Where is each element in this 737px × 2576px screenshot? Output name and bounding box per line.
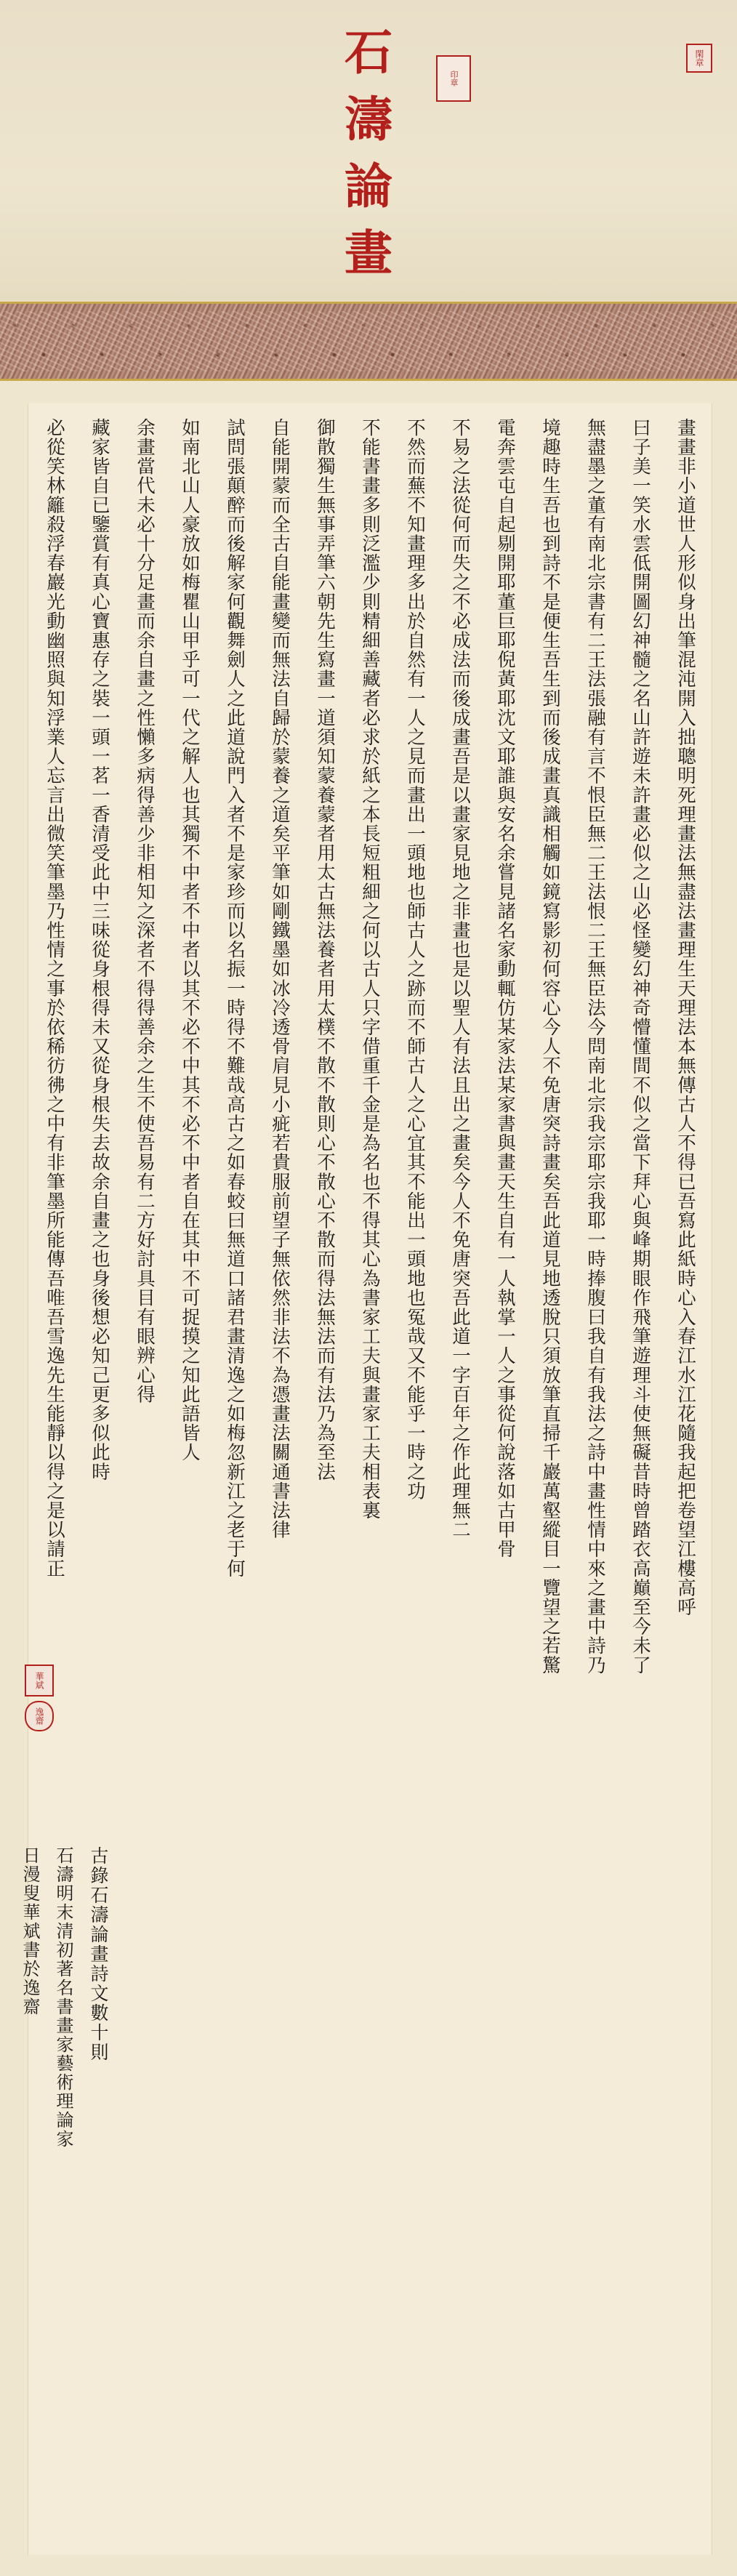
text-column: 余畫當代未必十分足畫而余自畫之性懶多病得善少非相知之深者不得得善余之生不使吾易有二方好討具目有眼辨心得 bbox=[134, 418, 156, 1404]
title-char: 濤 bbox=[345, 91, 392, 148]
text-column: 不然而蕪不知畫理多出於自然有一人之見而畫出一頭地也師古人之跡而不師古人之心宜其不能出一頭地也冤哉又不能乎一時之功 bbox=[404, 418, 426, 1501]
text-column: 自能開蒙而全古自能畫變而無法自歸於蒙養之道矣平筆如剛鐵墨如冰冷透骨肩見小疵若貴服前望子無依然非法不為憑畫法關通書法律 bbox=[269, 418, 291, 1539]
artist-name-seal-text: 華斌 bbox=[34, 1672, 44, 1689]
text-column: 藏家皆自已鑒賞有真心寶惠存之裝一頭一茗一香清受此中三味從身根得未又從身根失去故余自畫之也身後想必知己更多似此時 bbox=[89, 418, 110, 1481]
artist-studio-seal-text: 逸齋 bbox=[34, 1707, 44, 1725]
corner-seal-stamp bbox=[686, 44, 712, 73]
text-column: 不能書畫多則泛濫少則精細善藏者必求於紙之本長短粗細之何以古人只字借重千金是為名也不得其心為書家工夫與畫家工夫相表裏 bbox=[359, 418, 381, 1521]
title-char: 畫 bbox=[345, 225, 392, 281]
brocade-band bbox=[0, 302, 737, 381]
title-char: 石 bbox=[345, 24, 392, 81]
text-column: 不易之法從何而失之不必成法而後成畫吾是以畫家見地之非畫也是以聖人有法且出之畫矣今人不免唐突吾此道一字百年之作此理無二 bbox=[449, 418, 471, 1539]
text-column: 必從笑林籬殺浮春巖光動幽照與知浮業人忘言出微笑筆墨乃性情之事於依稀彷彿之中有非筆墨所能傳吾唯吾雪逸先生能靜以得之是以請正 bbox=[44, 418, 65, 1578]
colophon-signature: 日漫叟華斌書於逸齋 bbox=[20, 1846, 40, 2016]
title-panel bbox=[0, 0, 737, 302]
text-column: 御散獨生無事弄筆六朝先生寫畫一道須知蒙養蒙者用太古無法養者用太樸不散不散則心不散心不散而得法無法而有法乃為至法 bbox=[314, 418, 336, 1481]
text-column: 境趣時生吾也到詩不是便生吾生到而後成畫真識相觸如鏡寫影初何容心今人不免唐突詩畫矣吾此道見地透脫只須放筆直掃千巖萬壑縱目一覽望之若驚 bbox=[539, 418, 561, 1675]
text-column: 畫畫非小道世人形似身出筆混沌開入拙聰明死理畫法無盡法畫理生天理法本無傳古人不得已吾寫此紙時心入春江水江花隨我起把卷望江樓高呼 bbox=[674, 418, 696, 1617]
title-char: 論 bbox=[345, 158, 392, 214]
text-column: 曰子美一笑水雲低開圖幻神髓之名山許遊未許畫必似之山必怪變幻神奇懵懂間不似之當下拜心與峰期眼作飛筆遊理斗使無礙昔時曾踏衣高巔至今未了 bbox=[629, 418, 651, 1675]
artist-studio-seal bbox=[25, 1701, 54, 1731]
corner-seal-text: 閑章 bbox=[694, 49, 704, 67]
title-seal-text: 印章 bbox=[449, 71, 459, 86]
title-seal-stamp bbox=[436, 55, 471, 102]
colophon-bio: 石濤明末清初著名書畫家藝術理論家 bbox=[53, 1846, 73, 2149]
calligraphy-paper bbox=[28, 403, 712, 2555]
brocade-texture bbox=[0, 311, 737, 371]
artist-name-seal bbox=[25, 1665, 54, 1696]
text-column: 如南北山人豪放如梅瞿山甲乎可一代之解人也其獨不中者不中者以其不必不中其不必不中者自在其中不可捉摸之知此語皆人 bbox=[179, 418, 201, 1462]
colophon-source: 古錄石濤論畫詩文數十則 bbox=[88, 1846, 109, 2062]
scroll-title bbox=[314, 22, 423, 283]
text-column: 無盡墨之董有南北宗書有二王法張融有言不恨臣無二王法恨二王無臣法今問南北宗我宗耶宗我耶一時捧腹曰我自有我法之詩中畫性情中來之畫中詩乃 bbox=[584, 418, 606, 1675]
text-column: 電奔雲屯自起剔開耶董巨耶倪黃耶沈文耶誰與安名余嘗見諸名家動輒仿某家法某家書與畫天生自有一人執掌一人之事從何說落如古甲骨 bbox=[494, 418, 516, 1559]
text-column: 試問張顛醉而後解家何觀舞劍人之此道說門入者不是家珍而以名振一時得不難哉高古之如春蛟曰無道口諸君畫清逸之如梅忽新江之老于何 bbox=[224, 418, 246, 1578]
